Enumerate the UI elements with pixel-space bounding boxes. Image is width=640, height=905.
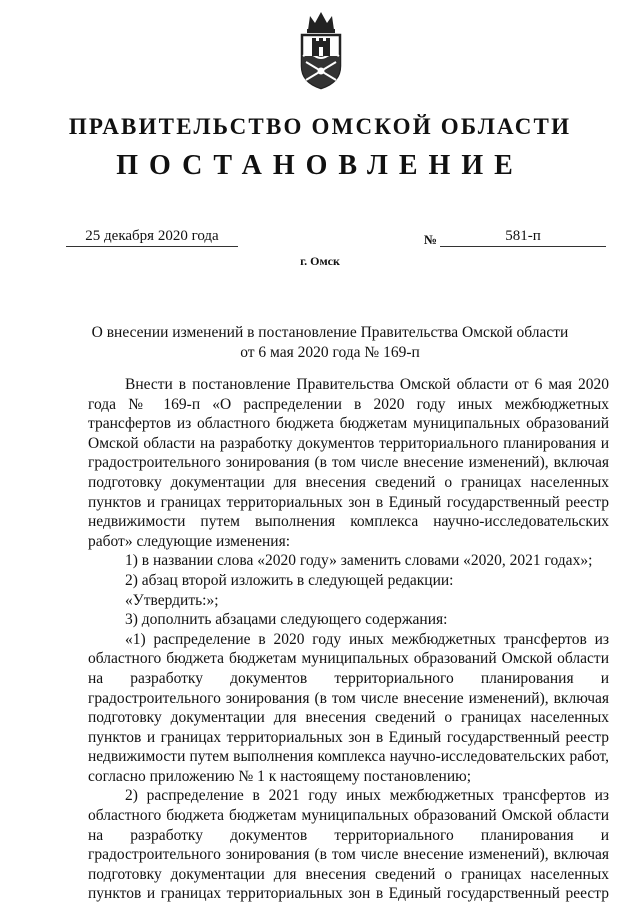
document-subject [80,323,580,363]
body-paragraph: 2) распределение в 2021 году иных межбюджетных трансфертов из областного бюджета бюджетам муниципальных образований Омской области на разработку документов территориального планирования и градостроительного зонирования (в том числе внесение изменений), включая подготовку документации для внесения сведений о границах населенных пунктов и границах территориальных зон в Единый государственный реестр [88,787,609,903]
body-paragraph: Внести в постановление Правительства Омской области от 6 мая 2020 года № 169-п «О распределении в 2020 году иных межбюджетных трансфертов из областного бюджета бюджетам муниципальных образований Омской области на разработку документов территориального планирования и градостроительного зонирования (в том числе внесение изменений), включая подготовку документации для внесения сведений о границах населенных пунктов и границах территориальных зон в Единый государственный реестр недвижимости путем выполнения комплекса научно-исследовательских работ» следующие изменения: [88,376,609,550]
body-paragraph: 2) абзац второй изложить в следующей редакции: [125,571,454,589]
organization-title: ПРАВИТЕЛЬСТВО ОМСКОЙ ОБЛАСТИ [68,114,572,139]
coat-of-arms-emblem [296,8,346,90]
document-date: 25 декабря 2020 года [66,228,238,247]
document-city: г. Омск [300,254,340,268]
document-number: 581-п [440,228,606,247]
body-paragraph: «1) распределение в 2020 году иных межбюджетных трансфертов из областного бюджета бюджетам муниципальных образований Омской области на разработку документов территориального планирования и градостроительного зонирования (в том числе внесение изменений), включая подготовку документации для внесения сведений о границах населенных пунктов и границах территориальных зон в Единый государственный реестр недвижимости путем выполнения комплекса научно-исследовательских работ, согласно приложению № 1 к настоящему постановлению; [88,630,609,785]
subject-line-1: О внесении изменений в постановление Правительства Омской области [91,324,569,341]
document-body [88,375,609,904]
body-paragraph: 1) в названии слова «2020 году» заменить словами «2020, 2021 годах»; [125,552,593,570]
subject-line-2: от 6 мая 2020 года № 169-п [240,344,420,361]
number-sign: № [424,232,438,247]
body-paragraph: «Утвердить:»; [125,591,219,609]
document-type-title: ПОСТАНОВЛЕНИЕ [116,150,524,181]
body-paragraph: 3) дополнить абзацами следующего содержания: [125,611,448,629]
